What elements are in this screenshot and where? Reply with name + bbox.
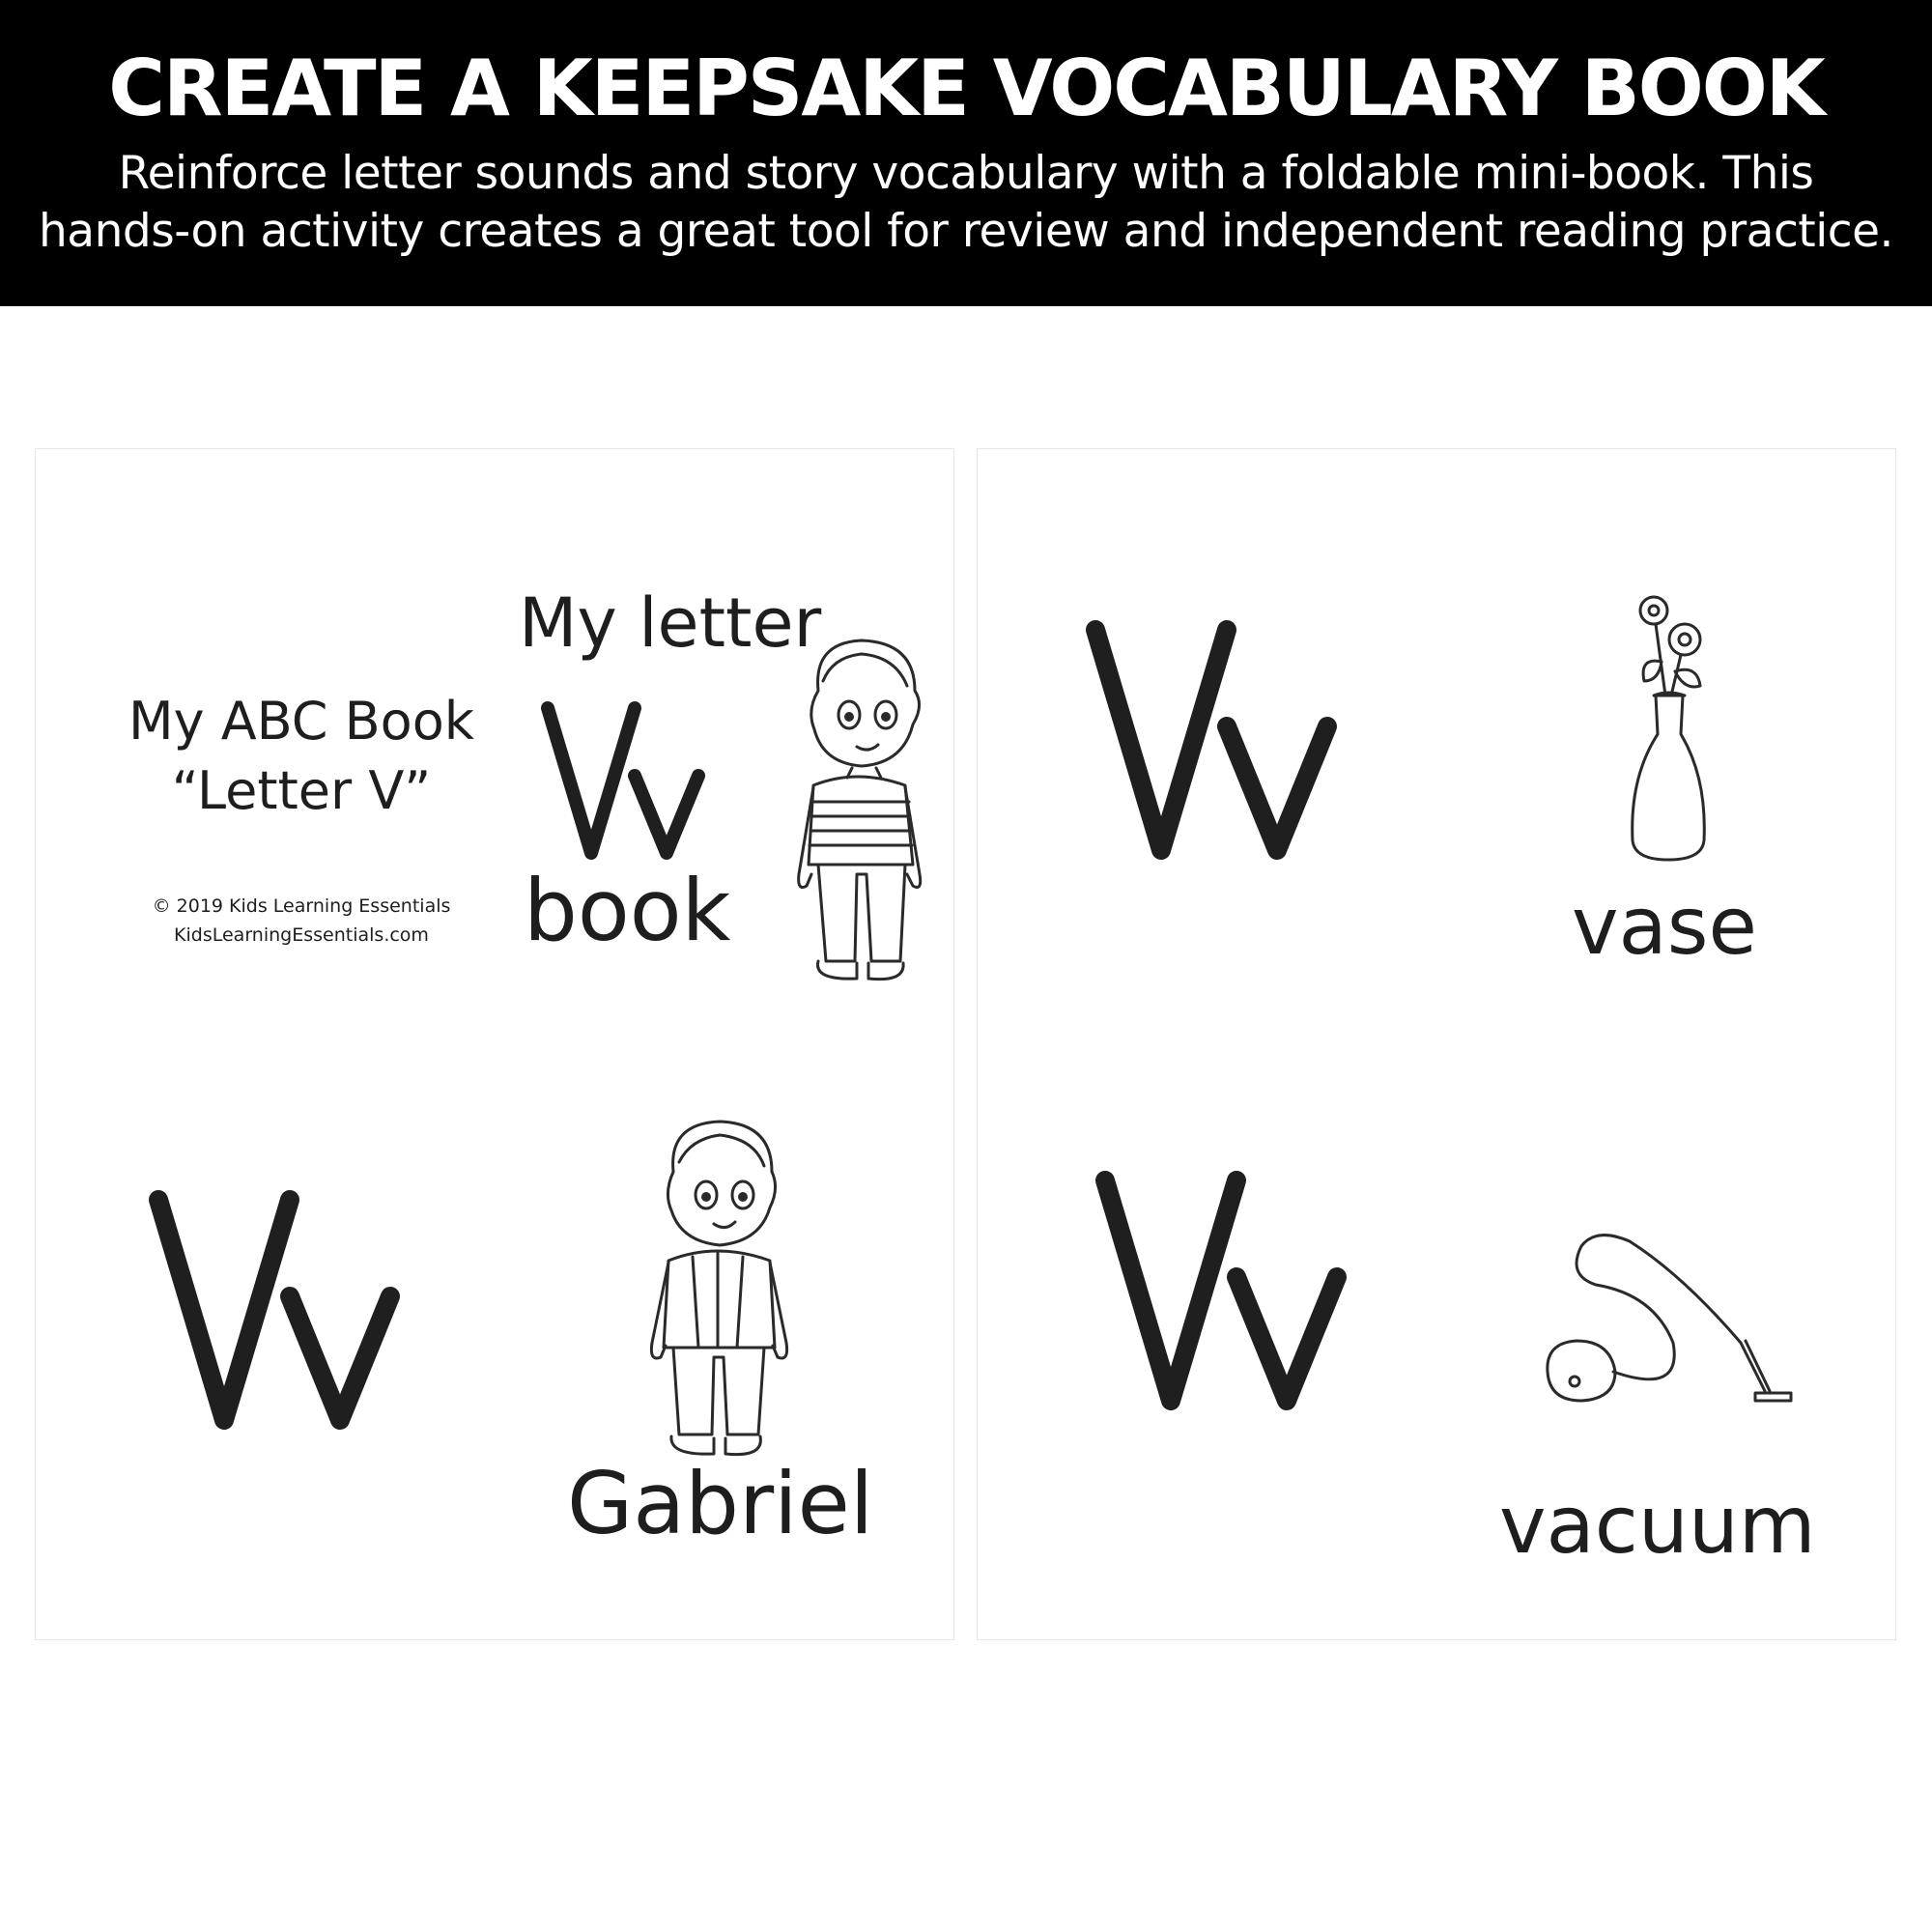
vase-icon	[1615, 589, 1721, 873]
boy-vest-icon	[635, 1116, 799, 1467]
cover-title-line-2: “Letter V”	[171, 760, 432, 821]
cover-title-line-1: My ABC Book	[128, 691, 474, 752]
cover-credits	[74, 892, 528, 950]
letter-vv-vase-page	[1084, 618, 1354, 873]
right-book-sheet	[977, 448, 1896, 1640]
word-book: book	[524, 861, 731, 960]
vacuum-icon	[1538, 1227, 1799, 1424]
banner-title: CREATE A KEEPSAKE VOCABULARY BOOK	[108, 43, 1824, 133]
letter-vv-large-name-page	[147, 1188, 417, 1443]
banner-subtitle-line-2: hands-on activity creates a great tool for review and independent reading practice.	[39, 205, 1893, 258]
banner-subtitle-line-1: Reinforce letter sounds and story vocabulary with a foldable mini-book. This	[118, 147, 1814, 200]
copyright-text: © 2019 Kids Learning Essentials	[152, 895, 451, 917]
cover-title	[74, 687, 528, 826]
word-vacuum: vacuum	[1499, 1480, 1816, 1572]
my-letter-heading: My letter	[519, 583, 822, 663]
banner-subtitle	[0, 145, 1932, 261]
boy-icon	[780, 633, 934, 994]
word-gabriel: Gabriel	[567, 1454, 874, 1553]
word-vase: vase	[1572, 881, 1757, 973]
website-text: KidsLearningEssentials.com	[174, 924, 429, 946]
letter-vv-small	[538, 698, 712, 876]
left-book-sheet	[35, 448, 954, 1640]
letter-vv-vacuum-page	[1094, 1169, 1364, 1424]
header-banner	[0, 0, 1932, 306]
